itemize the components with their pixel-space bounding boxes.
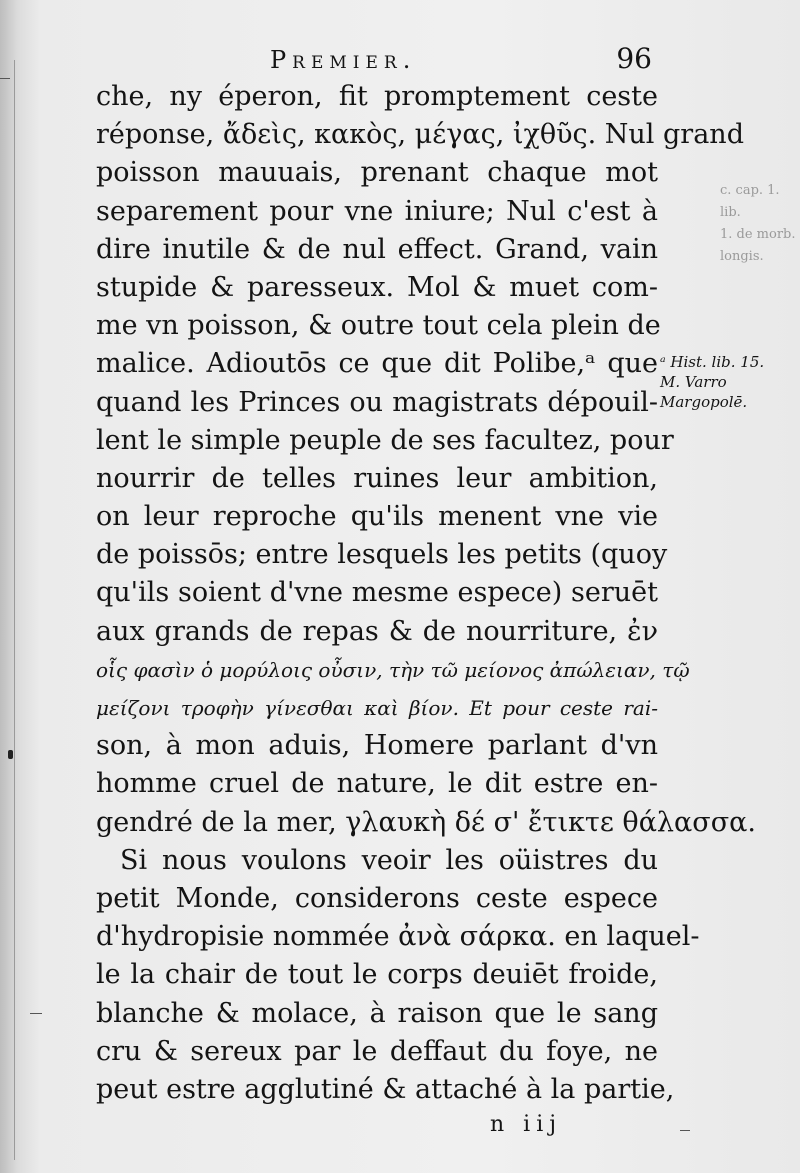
- greek-text-line: οἷς φασὶν ὁ μορύλοις οὖσιν, τὴν τῶ μείονος ἀπώλειαν, τῷ: [96, 657, 690, 682]
- signature-mark: n iij: [490, 1112, 563, 1137]
- bleed-note: 1. de morb.: [720, 227, 796, 242]
- text-line: son, à mon aduis, Homere parlant d'vn: [96, 730, 658, 762]
- text-line: lent le simple peuple de ses facultez, pour: [96, 424, 674, 456]
- greek-text-line: μείζονι τροφὴν γίνεσθαι καὶ βίον. Et pour ceste rai-: [96, 696, 658, 720]
- page-header: [100, 42, 660, 76]
- margin-notes: [660, 352, 790, 412]
- text-line: blanche & molace, à raison que le sang: [96, 997, 658, 1029]
- text-line: stupide & paresseux. Mol & muet com-: [96, 271, 658, 303]
- text-line: le la chair de tout le corps deuiēt froide,: [96, 959, 658, 991]
- margin-note: ᵃ Hist. lib. 15.: [660, 353, 765, 371]
- text-line: nourrir de telles ruines leur ambition,: [96, 462, 658, 494]
- text-line: réponse, ἄδεὶς, κακὸς, μέγας, ἰχθῦς. Nul grand: [96, 119, 744, 151]
- margin-note: Margopolē.: [660, 393, 748, 411]
- paragraph-start-line: Si nous voulons veoir les oüistres du: [120, 844, 658, 876]
- text-line: malice. Adioutōs ce que dit Polibe,ᵃ que: [96, 348, 658, 380]
- bleed-note: longis.: [720, 249, 764, 264]
- text-line: de poissōs; entre lesquels les petits (quoy: [96, 539, 668, 571]
- text-line: qu'ils soient d'vne mesme espece) seruēt: [96, 577, 658, 609]
- running-head: Premier.: [270, 46, 417, 74]
- text-line: on leur reproche qu'ils menent vne vie: [96, 501, 658, 533]
- text-line: cru & sereux par le deffaut du foye, ne: [96, 1035, 658, 1067]
- text-line: separement pour vne iniure; Nul c'est à: [96, 195, 658, 227]
- text-line: petit Monde, considerons ceste espece: [96, 882, 658, 914]
- text-line: dire inutile & de nul effect. Grand, vain: [96, 233, 658, 265]
- text-line: peut estre agglutiné & attaché à la partie,: [96, 1073, 675, 1105]
- ink-speck: [8, 750, 13, 759]
- page-gutter-fold: [0, 60, 15, 1160]
- text-line: homme cruel de nature, le dit estre en-: [96, 768, 658, 800]
- text-line: poisson mauuais, prenant chaque mot: [96, 157, 658, 189]
- text-line: me vn poisson, & outre tout cela plein de: [96, 310, 661, 342]
- text-line: quand les Princes ou magistrats dépouil-: [96, 386, 658, 418]
- margin-dash: [680, 1130, 690, 1131]
- text-line: che, ny éperon, fit promptement ceste: [96, 81, 658, 112]
- text-line: gendré de la mer, γλαυκὴ δέ σ' ἔτικτε θάλασσα.: [96, 806, 756, 838]
- margin-note: M. Varro: [660, 373, 727, 391]
- margin-dash: [0, 78, 10, 79]
- page-number: 96: [616, 42, 652, 75]
- bleed-through-notes: [720, 180, 800, 268]
- text-line: d'hydropisie nommée ἀνὰ σάρκα. en laquel-: [96, 921, 700, 953]
- text-line: aux grands de repas & de nourriture, ἐν: [96, 615, 658, 647]
- margin-dash: [30, 1013, 42, 1014]
- bleed-note: c. cap. 1. lib.: [720, 183, 780, 220]
